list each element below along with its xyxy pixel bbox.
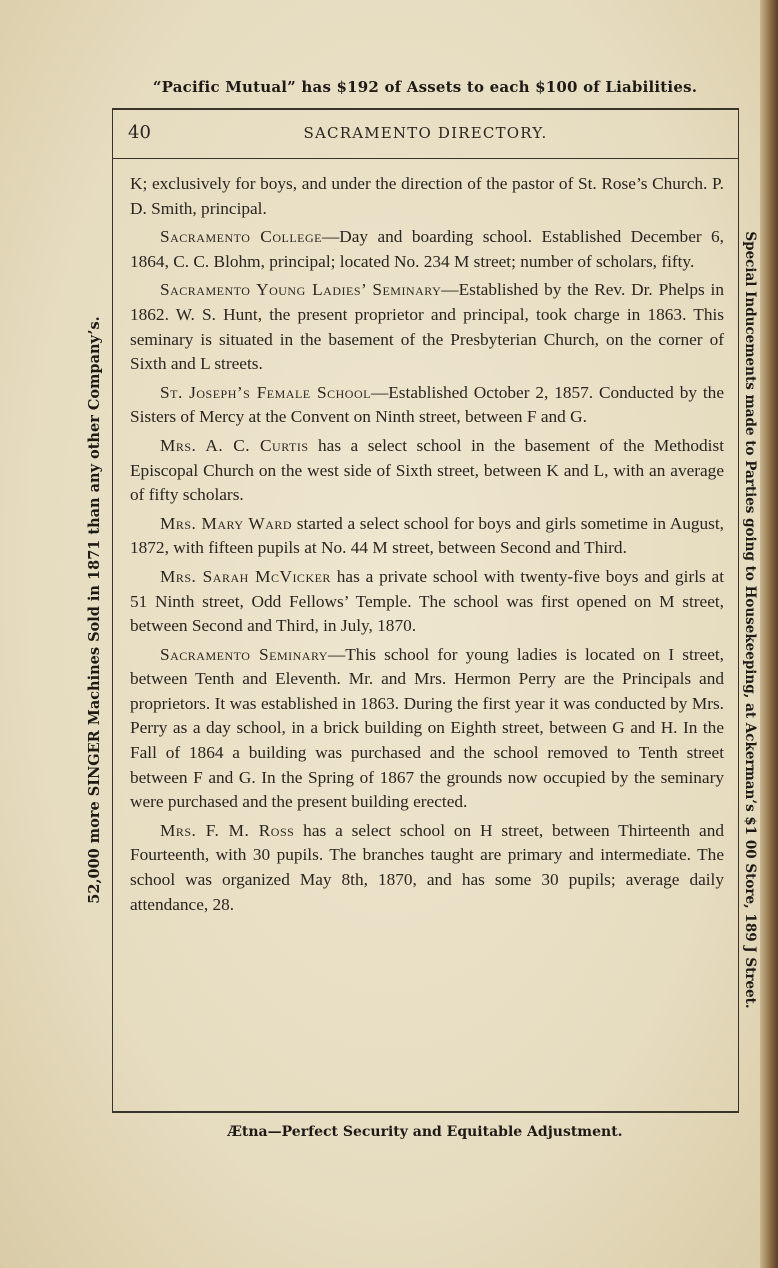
- paragraph-text: —Established by the Rev. Dr. Phelps in 1862. W. S. Hunt, the present proprietor and principal, took charge in 1863. This seminary is situated in the basement of the Presbyterian Church, on the corner of Sixth and L streets.: [130, 280, 724, 374]
- paragraph: [130, 278, 724, 376]
- right-advertisement-text: Special Inducements made to Parties going to Housekeeping, at Ackerman’s $1 00 Store, 189 J Street.: [742, 231, 758, 1009]
- paragraph-lead: St. Joseph’s Female School: [160, 382, 371, 402]
- directory-text: [130, 172, 724, 921]
- paragraph-text: K; exclusively for boys, and under the direction of the pastor of St. Rose’s Church. P. D. Smith, principal.: [130, 174, 724, 218]
- paragraph-lead: Sacramento College: [160, 227, 322, 247]
- paragraph-lead: Mrs. Mary Ward: [160, 513, 293, 533]
- paragraph-text: —Established October 2, 1857. Conducted by the Sisters of Mercy at the Convent on Ninth street, between F and G.: [130, 382, 724, 427]
- page-header: [112, 118, 739, 159]
- page-number: 40: [128, 122, 151, 143]
- binding-edge: [760, 0, 778, 1268]
- paragraph-lead: Mrs. Sarah McVicker: [160, 566, 331, 586]
- paragraph-text: —This school for young ladies is located on I street, between Tenth and Eleventh. Mr. and Mrs. Hermon Perry are the Principals and proprietors. It was established in 1863. During the first year it was conducted by Mrs. Perry as a day school, in a brick building on Eighth street, between G and H. In the Fall of 1864 a building was purchased and the school removed to Tenth street between F and G. In the Spring of 1867 the grounds now occupied by the seminary were purchased and the present building erected.: [130, 644, 724, 812]
- paragraph-text: has a select school in the basement of the Methodist Episcopal Church on the west side of Sixth street, between K and L, with an average of fifty scholars.: [130, 435, 724, 505]
- paragraph-text: started a select school for boys and girls sometime in August, 1872, with fifteen pupils at No. 44 M street, between Second and Third.: [130, 513, 724, 558]
- paragraph: [130, 819, 724, 917]
- paragraph-lead: Mrs. A. C. Curtis: [160, 435, 309, 455]
- paragraph: [130, 172, 724, 221]
- paragraph-text: has a private school with twenty-five boys and girls at 51 Ninth street, Odd Fellows’ Temple. The school was first opened on M street, between Second and Third, in July, 1870.: [130, 566, 725, 636]
- paragraph-lead: Mrs. F. M. Ross: [160, 820, 295, 840]
- top-advertisement: “Pacific Mutual” has $192 of Assets to each $100 of Liabilities.: [152, 78, 698, 96]
- bottom-advertisement: Ætna—Perfect Security and Equitable Adjustment.: [227, 1124, 623, 1140]
- running-head: SACRAMENTO DIRECTORY.: [303, 124, 548, 142]
- paragraph-lead: Sacramento Seminary: [160, 644, 328, 664]
- paragraph: [130, 434, 724, 508]
- left-advertisement-text: 52,000 more SINGER Machines Sold in 1871 than any other Company’s.: [86, 316, 103, 904]
- paragraph: [130, 643, 724, 815]
- paragraph: [130, 565, 724, 639]
- paragraph-lead: Sacramento Young Ladies’ Seminary: [160, 280, 442, 300]
- paragraph: [130, 512, 724, 561]
- paragraph: [130, 381, 724, 430]
- paragraph-text: —Day and boarding school. Established December 6, 1864, C. C. Blohm, principal; located No. 234 M street; number of scholars, fifty.: [130, 227, 724, 271]
- paragraph-text: has a select school on H street, between Thirteenth and Fourteenth, with 30 pupils. The branches taught are primary and intermediate. The school was organized May 8th, 1870, and has some 30 pupils; average daily attendance, 28.: [130, 820, 724, 914]
- paragraph: [130, 225, 724, 274]
